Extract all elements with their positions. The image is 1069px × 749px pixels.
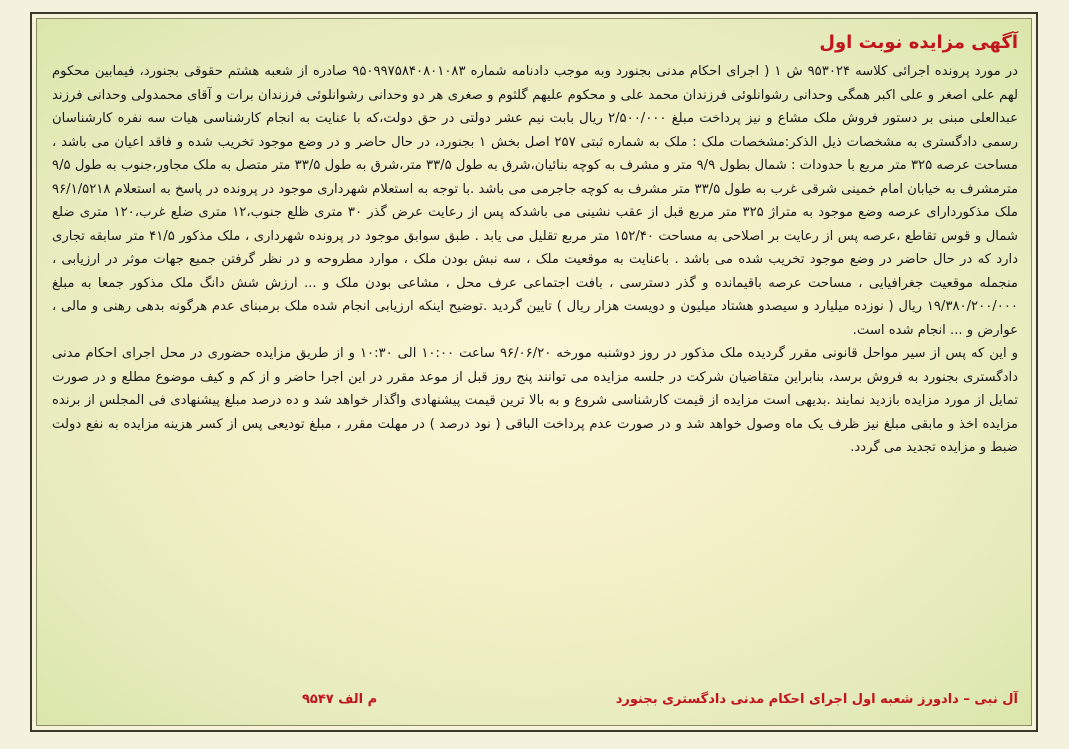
notice-paragraph-1: در مورد پرونده اجرائی کلاسه ۹۵۳۰۲۴ ش ۱ ( اجرای احکام مدنی بجنورد وبه موجب دادنامه شماره ۹۵۰۹۹۷۵۸۴۰۸۰۱۰۸۳ صادره از شعبه هشتم حقوقی بجنورد، فیمابین محکوم لهم علی اصغر و علی اکبر همگی وحدانی رشوانلوئی فرزندان محمد علی و محکوم علیهم گلثوم و صغری هر دو وحدانی رشوانلوئی فرزندان برات و آقای محمدولی وحدانی فرزند عبدالعلی مبنی بر دستور فروش ملک مشاع و نیز پرداخت مبلغ ۲/۵۰۰/۰۰۰ ریال بابت نیم عشر دولتی در حق دولت،که با عنایت به انجام کارشناسی هیات سه نفره کارشناسان رسمی دادگستری به مشخصات ذیل الذکر:مشخصات ملک : ملک به شماره ثبتی ۲۵۷ اصل بخش ۱ بجنورد، در حال حاضر و در وضع موجود تخریب شده و فاقد اعیان می باشد ، مساحت عرصه ۳۲۵ متر مربع با حدودات : شمال بطول ۹/۹ متر و مشرف به کوچه بنائیان،شرق به طول ۳۳/۵ متر،شرق به طول ۳۳/۵ متر متصل به ملک مجاور،جنوب به طول ۹/۵ مترمشرف به خیابان امام خمینی شرقی غرب به طول ۳۳/۵ متر مشرف به کوچه جاجرمی می باشد .با توجه به استعلام شهرداری موجود در پرونده در پاسخ به استعلام ۹۶/۱/۵۲۱۸ ملک مذکوردارای عرصه وضع موجود به متراژ ۳۲۵ متر مربع قبل از عقب نشینی می باشدکه پس از رعایت عرض گذر ۳۰ متری ظلع جنوب،۱۲ متری ضلع غرب،۱۲۰ متری ضلع شمال و قوس تقاطع ،عرصه پس از رعایت بر اصلاحی به مساحت ۱۵۲/۴۰ متر مربع تقلیل می یابد . طبق سوابق موجود در پرونده شهرداری ، ملک مذکور ۴۱/۵ متر سابقه تجاری دارد که در حال حاضر در وضع موجود تخریب شده می باشد . باعنایت به موقعیت ملک ، سه نبش بودن ملک ، موارد مطروحه و در نظر گرفتن جمیع جهات موثر در ارزیابی ، منجمله موقعیت جغرافیایی ، مساحت عرصه باقیمانده و گذر دسترسی ، بافت اجتماعی عرف محل ، مشاعی بودن ملک و ... ارزش شش دانگ ملک مذکور جمعا به مبلغ ۱۹/۳۸۰/۲۰۰/۰۰۰ ریال ( نوزده میلیارد و سیصدو هشتاد میلیون و دویست هزار ریال ) تایین گردید .توضیح اینکه ارزیابی انجام شده ملک برمبنای عدم هرگونه بدهی رهنی و مالی ، عوارض و ... انجام شده است. [52,64,1019,338]
signature-line: آل نبی – دادورز شعبه اول اجرای احکام مدنی دادگستری بجنورد [615,692,1018,707]
notice-code: م الف ۹۵۴۷ [302,692,378,707]
notice-content [52,30,1018,718]
notice-paragraph-2: و این که پس از سیر مواحل قانونی مقرر گردیده ملک مذکور در روز دوشنبه مورخه ۹۶/۰۶/۲۰ ساعت ۱۰:۰۰ الی ۱۰:۳۰ و از طریق مزایده حضوری در محل اجرای احکام مدنی دادگستری بجنورد به فروش برسد، بنابراین متقاضیان شرکت در جلسه مزایده می توانند پنج روز قبل از موعد مقرر در این اجرا حاضر و از کم و کیف موضوع مطلع و در صورت تمایل از مورد مزایده بازدید نمایند .بدیهی است مزایده از قیمت کارشناسی شروع و به بالا ترین قیمت پیشنهادی واگذار خواهد شد و ده درصد مبلغ پیشنهادی فی المجلس از برنده مزایده اخذ و مابقی مبلغ نیز ظرف یک ماه وصول خواهد شد و در صورت عدم پرداخت الباقی ( نود درصد ) در مهلت مقرر ، مبلغ تودیعی پس از کسر هزینه مزایده به نفع دولت ضبط و مزایده تجدید می گردد. [52,346,1019,455]
notice-title: آگهی مزایده نوبت اول [819,32,1018,53]
notice-frame [30,12,1038,732]
